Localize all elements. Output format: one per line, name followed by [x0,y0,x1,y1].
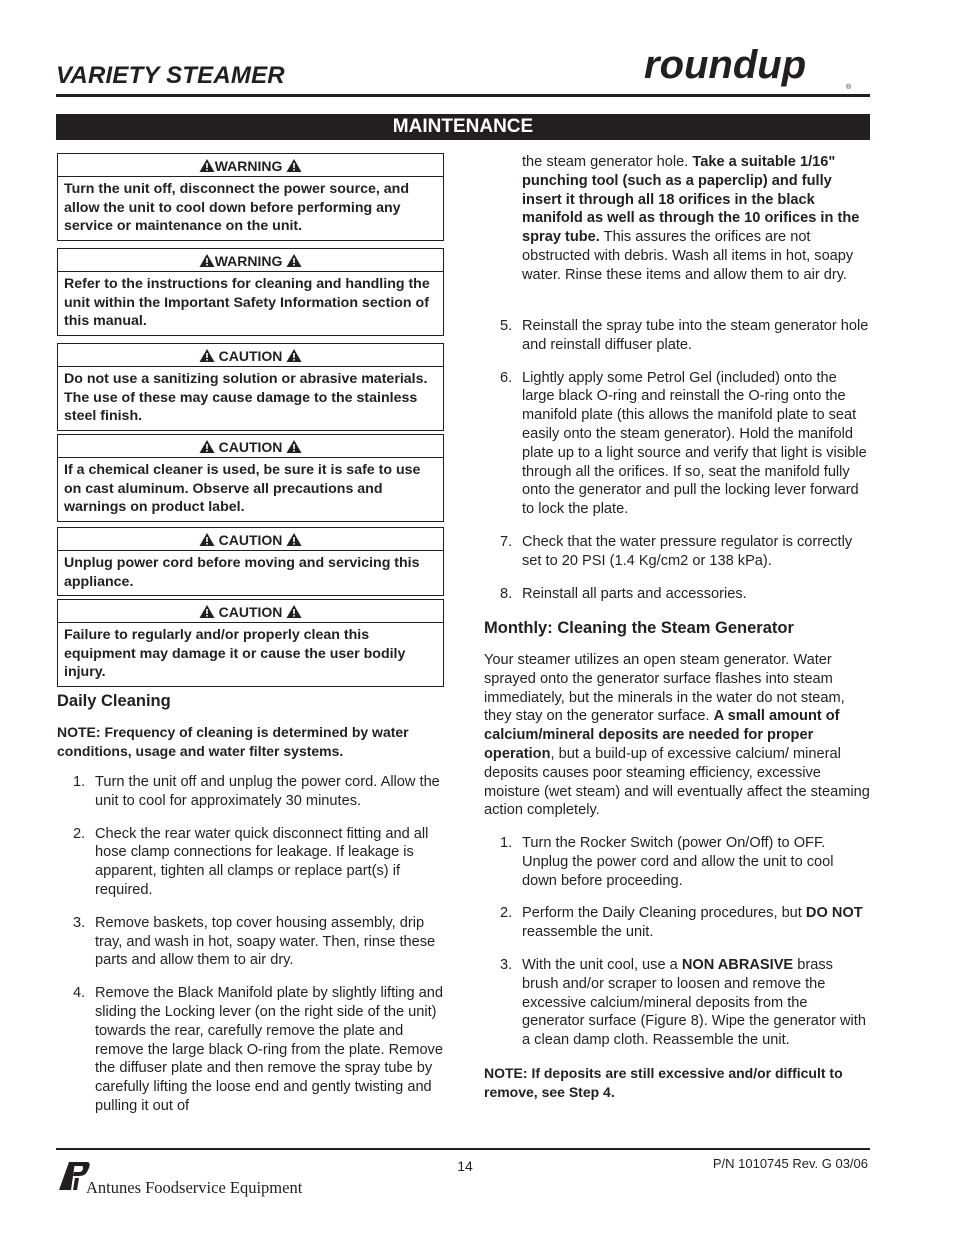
notice-label: CAUTION [218,439,283,455]
warning-triangle-icon [286,158,302,173]
notice-text: Unplug power cord before moving and servicing this appliance. [64,555,420,590]
monthly-cleaning-heading: Monthly: Cleaning the Steam Generator [484,619,794,637]
roundup-logo [640,40,872,96]
list-item: 6. Lightly apply some Petrol Gel (included) onto the large black O-ring and reinstall the O-ring onto the manifold plate (this allows the manifold plate to seat easily onto the steam generator). Hold the manifold plate up to a light source and verify that light is visible through all the orifices. If so, seat the manifold fully onto the generator and pull the locking lever forward to lock the plate. [500,369,867,518]
company-name: Antunes Foodservice Equipment [86,1178,303,1197]
caution-box-3 [57,527,444,596]
caution-box-4 [57,599,444,687]
caution-triangle-icon [286,348,302,363]
svg-text:®: ® [846,84,852,91]
caution-box-1 [57,343,444,431]
daily-cleaning-note: NOTE: Frequency of cleaning is determined by water conditions, usage and water filter systems. [57,724,409,759]
list-item: 1. Turn the Rocker Switch (power On/Off) to OFF. Unplug the power cord and allow the unit to cool down before proceeding. [500,835,834,889]
list-item: 7. Check that the water pressure regulator is correctly set to 20 PSI (1.4 Kg/cm2 or 138 kPa). [500,533,853,569]
notice-text: If a chemical cleaner is used, be sure it is safe to use on cast aluminum. Observe all precautions and warnings on product label. [64,462,421,516]
warning-triangle-icon [199,253,215,268]
caution-triangle-icon [199,604,215,619]
brand-logo-text: roundup [644,43,807,87]
warning-triangle-icon [286,253,302,268]
warning-box-1 [57,153,444,241]
notice-label: WARNING [214,158,283,174]
daily-steps-list-continued [484,317,870,617]
list-item: 1. Turn the unit off and unplug the power cord. Allow the unit to cool for approximately 30 minutes. [73,774,440,809]
list-item: 8. Reinstall all parts and accessories. [500,585,747,602]
monthly-steps-list [484,834,870,1064]
monthly-intro: Your steamer utilizes an open steam generator. Water sprayed onto the generator surface flashes into steam immediately, but the minerals in the water do not steam, they stay on the generator surface. A small amount of calcium/mineral deposits are needed for proper operation, but a build-up of excessive calcium/ mineral deposits causes poor steaming efficiency, excessive moisture (wet steam) and will eventually affect the steaming action completely. [484,652,870,819]
notice-label: CAUTION [218,604,283,620]
caution-triangle-icon [286,439,302,454]
daily-steps-list [57,773,444,1130]
caution-triangle-icon [199,532,215,547]
list-item: 4. Remove the Black Manifold plate by slightly lifting and sliding the Locking lever (on the right side of the unit) towards the rear, carefully remove the plate and remove the large black O-ring from the plate. Remove the diffuser plate and then remove the spray tube by carefully lifting the loose end and gently twisting and pulling it out of [73,985,443,1114]
page-number: 14 [457,1158,473,1174]
list-item: 3. With the unit cool, use a NON ABRASIVE brass brush and/or scraper to loosen and remove the excessive calcium/mineral deposits from the generator surface (Figure 8). Wipe the generator with a clean damp cloth. Reassemble the unit. [500,956,866,1049]
step4-continued: the steam generator hole. Take a suitable 1/16" punching tool (such as a paperclip) and fully insert it through all 18 orifices in the black manifold as well as through the 10 orifices in the spray tube. This assures the orifices are not obstructed with debris. Wash all items in hot, soapy water. Rinse these items and allow them to air dry. [522,154,860,283]
notice-text: Turn the unit off, disconnect the power source, and allow the unit to cool down before performing any service or maintenance on the unit. [64,181,409,235]
list-item: 2. Check the rear water quick disconnect fitting and all hose clamp connections for leakage. If leakage is apparent, tighten all clamps or replace part(s) if required. [73,825,429,898]
notice-label: WARNING [214,253,283,269]
notice-text: Do not use a sanitizing solution or abrasive materials. The use of these may cause damage to the stainless steel finish. [64,371,428,425]
caution-triangle-icon [199,439,215,454]
part-number: P/N 1010745 Rev. G 03/06 [712,1156,868,1171]
header-rule [56,94,870,97]
caution-box-2 [57,434,444,522]
list-item: 3. Remove baskets, top cover housing assembly, drip tray, and wash in hot, soapy water. Then, rinse these parts and allow them to air dry. [73,914,436,969]
notice-text: Failure to regularly and/or properly clean this equipment may damage it or cause the user bodily injury. [64,627,406,681]
notice-text: Refer to the instructions for cleaning and handling the unit within the Important Safety Information section of this manual. [64,276,430,330]
document-title: VARIETY STEAMER [56,62,285,89]
warning-triangle-icon [199,158,215,173]
footer-rule [56,1148,870,1150]
list-item: 2. Perform the Daily Cleaning procedures, but DO NOT reassemble the unit. [500,905,863,941]
notice-label: CAUTION [218,348,283,364]
list-item: 5. Reinstall the spray tube into the steam generator hole and reinstall diffuser plate. [500,318,869,353]
daily-cleaning-heading: Daily Cleaning [57,692,171,710]
caution-triangle-icon [286,532,302,547]
section-title: MAINTENANCE [56,114,870,140]
caution-triangle-icon [286,604,302,619]
monthly-note: NOTE: If deposits are still excessive and/or difficult to remove, see Step 4. [484,1065,843,1100]
warning-box-2 [57,248,444,336]
caution-triangle-icon [199,348,215,363]
notice-label: CAUTION [218,532,283,548]
